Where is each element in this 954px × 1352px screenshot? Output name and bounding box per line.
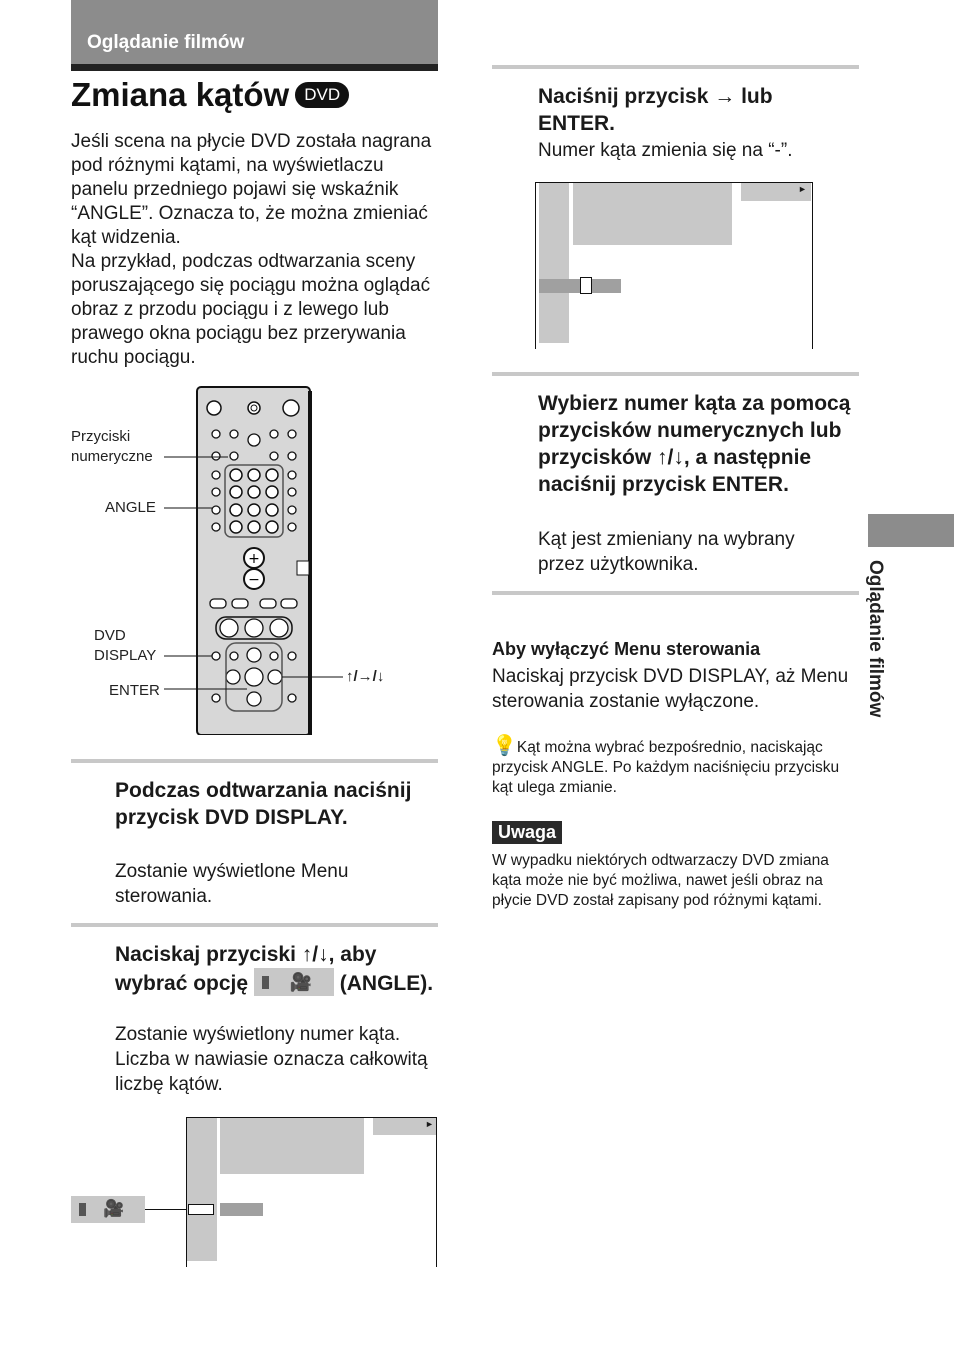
step4-rule (492, 372, 859, 376)
control-menu-screen-2 (535, 182, 813, 349)
step1-heading: Podczas odtwarzania naciśnij przycisk DVD DISPLAY. (115, 779, 412, 829)
section-header-underline (71, 64, 438, 71)
side-tab (868, 514, 954, 547)
camera-icon: 🎥 (289, 972, 313, 992)
off-heading: Aby wyłączyć Menu sterowania (492, 639, 761, 659)
dvd-badge: DVD (295, 82, 349, 108)
step2-text: Zostanie wyświetlony numer kąta. Liczba w nawiasie oznacza całkowitą liczbę kątów. (115, 1024, 428, 1095)
label-enter: ENTER (109, 682, 160, 699)
control-menu-screen-1 (186, 1117, 437, 1267)
label-angle: ANGLE (105, 499, 156, 516)
lightbulb-icon: 💡 (492, 735, 517, 757)
step4-heading: Wybierz numer kąta za pomocą przycisków numerycznych lub przycisków ↑/↓, a następnie naciśnij przycisk ENTER. (538, 392, 851, 496)
label-dvd-display: DVD DISPLAY (94, 627, 157, 664)
step1-text: Zostanie wyświetlone Menu sterowania. (115, 861, 349, 907)
side-section-label: Oglądanie filmów (865, 560, 886, 718)
note-text: W wypadku niektórych odtwarzaczy DVD zmiana kąta może nie być możliwa, nawet jeśli obraz na płycie DVD został zapisany pod różnymi kątami. (492, 852, 829, 909)
remote-control-illustration (150, 385, 350, 735)
callout-line (145, 1209, 187, 1210)
intro-paragraph-1: Jeśli scena na płycie DVD została nagrana pod różnymi kątami, na wyświetlaczu panelu przedniego pojawi się wskaźnik “ANGLE”. Oznacza to, że można zmieniać kąt widzenia. (71, 131, 432, 248)
angle-icon-callout (71, 1196, 145, 1223)
tip-text: Kąt można wybrać bezpośrednio, naciskając przycisk ANGLE. Po każdym naciśnięciu przycisku kąt ulega zmianie. (492, 739, 840, 796)
step2-heading-b: (ANGLE). (339, 972, 434, 995)
intro-text (71, 130, 441, 370)
step4-text: Kąt jest zmieniany na wybrany przez użytkownika. (538, 529, 795, 575)
label-numeric-buttons: Przyciski numeryczne (71, 428, 153, 465)
page-title-text: Zmiana kątów (71, 76, 290, 113)
note-label: Uwaga (492, 821, 562, 844)
menu-icon-column (187, 1118, 217, 1261)
text-cursor (580, 277, 592, 294)
step4-end-rule (492, 591, 859, 595)
menu-info-box (573, 183, 732, 245)
section-title: Oglądanie filmów (87, 32, 245, 53)
angle-option-icon (254, 968, 334, 996)
selection-cursor (188, 1204, 214, 1215)
play-icon: ► (425, 1119, 434, 1129)
step3-heading: Naciśnij przycisk → lub ENTER. (538, 85, 773, 135)
menu-icon-column (539, 183, 569, 343)
tip (492, 736, 862, 798)
page-title (71, 76, 349, 114)
menu-info-box (220, 1118, 364, 1174)
angle-number-field (220, 1203, 263, 1216)
step3-text: Numer kąta zmienia się na “-”. (538, 140, 793, 161)
play-icon: ► (798, 184, 807, 194)
label-arrow-buttons: ↑/→/↓ (346, 668, 385, 685)
intro-paragraph-2: Na przykład, podczas odtwarzania sceny poruszającego się pociągu można oglądać obraz z przodu pociągu i z lewego lub prawego okna pociągu bez przerywania ruchu pociągu. (71, 251, 431, 368)
step2-rule (71, 923, 438, 927)
step3-rule (492, 65, 859, 69)
step1-rule (71, 759, 438, 763)
camera-icon: 🎥 (103, 1199, 125, 1218)
svg-text:+: + (248, 551, 260, 567)
step2-heading-a: Naciskaj przyciski ↑/↓, aby wybrać opcję (115, 943, 377, 995)
off-text: Naciskaj przycisk DVD DISPLAY, aż Menu sterowania zostanie wyłączone. (492, 666, 849, 712)
note-label-wrap (492, 821, 562, 844)
svg-text:−: − (248, 572, 260, 588)
step2-heading (115, 941, 435, 997)
